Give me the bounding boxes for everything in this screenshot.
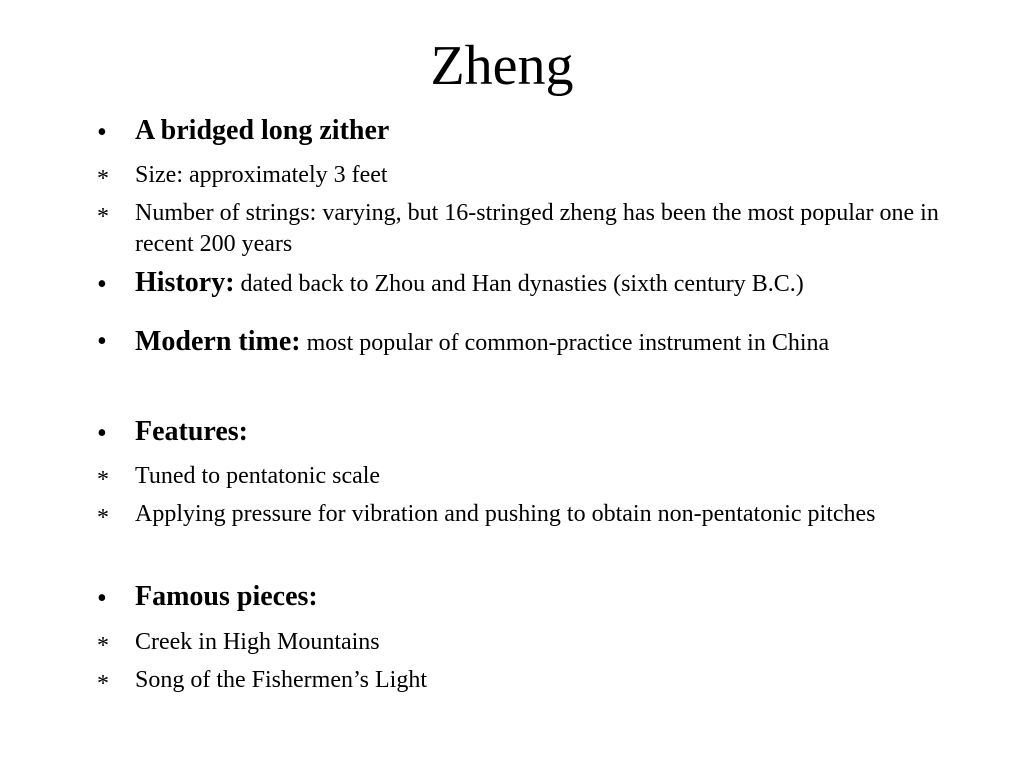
sub-marker: * [97, 505, 109, 531]
sub-text: Applying pressure for vibration and pushing to obtain non-pentatonic pitches [135, 501, 876, 527]
sub-marker: * [97, 204, 109, 230]
bullet-text [135, 323, 915, 362]
sub-text: Song of the Fishermen’s Light [135, 667, 427, 693]
sub-text: Tuned to pentatonic scale [135, 463, 381, 489]
bullet-heading: History: [135, 267, 235, 298]
bullet-marker: • [97, 326, 107, 357]
bullet-text [135, 269, 955, 298]
sub-text: Number of strings: varying, but 16-stringed zheng has been the most popular one in recent 200 years [135, 200, 939, 257]
sub-marker: * [97, 633, 109, 659]
bullet-marker: • [97, 418, 107, 449]
sub-text: Creek in High Mountains [135, 629, 380, 655]
bullet-description: most popular of common-practice instrument in China [306, 330, 830, 356]
bullet-marker: • [97, 269, 107, 300]
bullet-heading: A bridged long zither [135, 115, 390, 146]
bullet-text [135, 583, 955, 612]
bullet-heading: Famous pieces: [135, 581, 318, 612]
bullet-heading: Features: [135, 416, 248, 447]
bullet-text [135, 418, 955, 447]
slide-title: Zheng [430, 35, 574, 97]
sub-marker: * [97, 467, 109, 493]
bullet-marker: • [97, 117, 107, 148]
bullet-marker: • [97, 583, 107, 614]
sub-text: Size: approximately 3 feet [135, 162, 388, 188]
bullet-text [135, 117, 955, 146]
bullet-heading: Modern time: [135, 326, 301, 357]
sub-marker: * [97, 166, 109, 192]
bullet-description: dated back to Zhou and Han dynasties (sixth century B.C.) [240, 271, 804, 297]
sub-marker: * [97, 671, 109, 697]
